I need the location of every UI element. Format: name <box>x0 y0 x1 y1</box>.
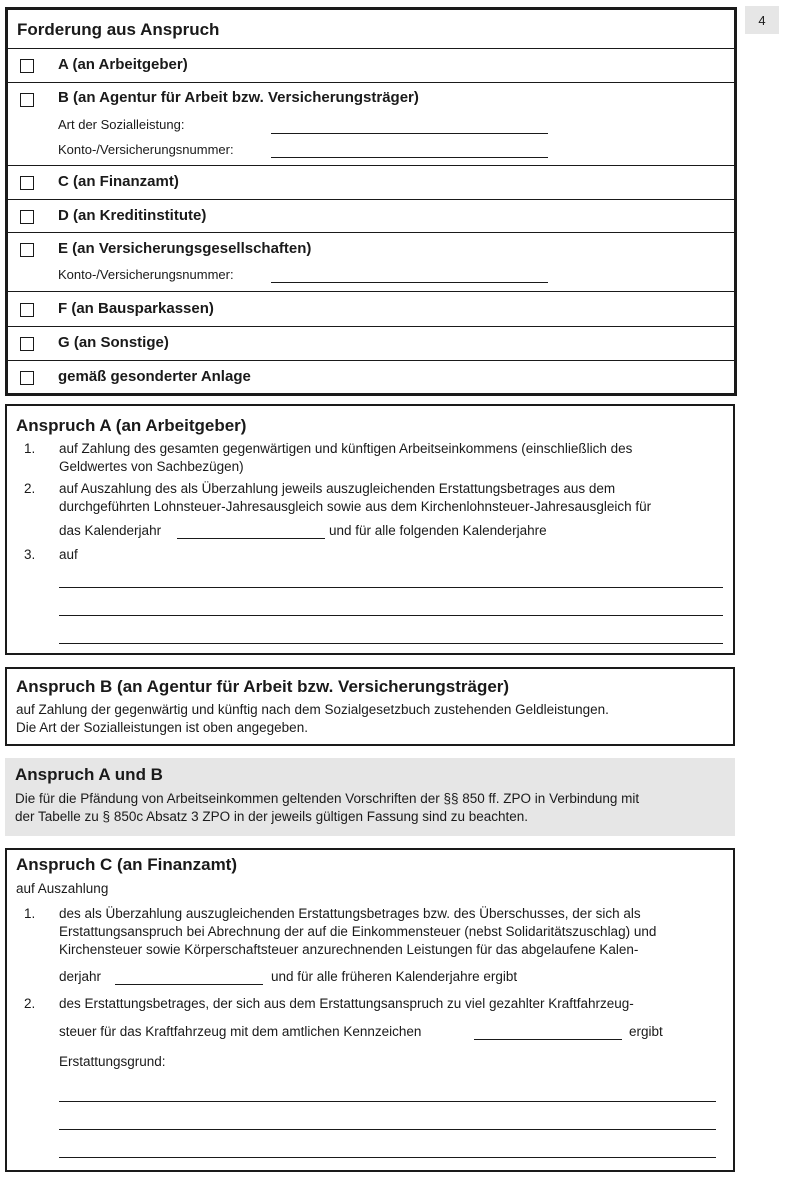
checkbox-f[interactable] <box>20 303 34 317</box>
erstattungsgrund-label: Erstattungsgrund: <box>59 1054 166 1069</box>
anspruch-ab-section <box>5 758 735 836</box>
c-text-2b: steuer für das Kraftfahrzeug mit dem amtlichen Kennzeichen <box>59 1024 422 1039</box>
grund-line-3[interactable] <box>59 1157 716 1158</box>
forderung-box <box>5 7 737 396</box>
anspruch-c-title: Anspruch C (an Finanzamt) <box>16 855 238 874</box>
grund-line-1[interactable] <box>59 1101 716 1102</box>
option-row-anlage <box>8 361 734 393</box>
option-row-d <box>8 200 734 233</box>
option-row-f <box>8 292 734 327</box>
a-text-1b: Geldwertes von Sachbezügen) <box>59 459 244 474</box>
option-label-d: D (an Kreditinstitute) <box>58 207 207 224</box>
a-text-2d: und für alle folgenden Kalenderjahre <box>329 523 547 538</box>
checkbox-a[interactable] <box>20 59 34 73</box>
b-konto-label: Konto-/Versicherungsnummer: <box>58 142 234 157</box>
a3-line-1[interactable] <box>59 587 723 588</box>
anspruch-b-title: Anspruch B (an Agentur für Arbeit bzw. Versicherungsträger) <box>16 677 510 696</box>
b-text-1: auf Zahlung der gegenwärtig und künftig nach dem Sozialgesetzbuch zustehenden Geldleistungen. <box>16 702 609 717</box>
kennzeichen-field[interactable] <box>474 1039 622 1040</box>
anspruch-c-section <box>5 848 735 1172</box>
b-art-field[interactable] <box>271 133 548 134</box>
a3-line-2[interactable] <box>59 615 723 616</box>
e-konto-field[interactable] <box>271 282 548 283</box>
anspruch-a-section <box>5 404 735 655</box>
option-row-e <box>8 233 734 292</box>
option-row-a <box>8 49 734 83</box>
option-label-anlage: gemäß gesonderter Anlage <box>58 368 251 385</box>
option-row-g <box>8 327 734 361</box>
c-text-2c: ergibt <box>629 1024 663 1039</box>
ab-text-1: Die für die Pfändung von Arbeitseinkommen geltenden Vorschriften der §§ 850 ff. ZPO in Verbindung mit <box>15 791 640 806</box>
item-number: 3. <box>24 547 36 562</box>
grund-line-2[interactable] <box>59 1129 716 1130</box>
option-label-b: B (an Agentur für Arbeit bzw. Versicherungsträger) <box>58 89 419 106</box>
item-number: 2. <box>24 481 36 496</box>
item-number: 1. <box>24 441 36 456</box>
option-label-f: F (an Bausparkassen) <box>58 300 214 317</box>
anspruch-a-title: Anspruch A (an Arbeitgeber) <box>16 416 247 435</box>
c-text-1b: Erstattungsanspruch bei Abrechnung der auf die Einkommensteuer (nebst Solidaritätszuschlag) und <box>59 924 657 939</box>
checkbox-g[interactable] <box>20 337 34 351</box>
b-text-2: Die Art der Sozialleistungen ist oben angegeben. <box>16 720 308 735</box>
e-konto-label: Konto-/Versicherungsnummer: <box>58 267 234 282</box>
a-text-2c: das Kalenderjahr <box>59 523 162 538</box>
anspruch-b-section <box>5 667 735 746</box>
option-row-b <box>8 83 734 166</box>
c-text-1d: derjahr <box>59 969 102 984</box>
option-label-e: E (an Versicherungsgesellschaften) <box>58 240 312 257</box>
forderung-title: Forderung aus Anspruch <box>8 10 734 49</box>
kalenderjahr-field[interactable] <box>177 538 325 539</box>
option-label-g: G (an Sonstige) <box>58 334 169 351</box>
checkbox-c[interactable] <box>20 176 34 190</box>
checkbox-d[interactable] <box>20 210 34 224</box>
page-number: 4 <box>745 6 779 34</box>
option-label-c: C (an Finanzamt) <box>58 173 179 190</box>
c-text-2a: des Erstattungsbetrages, der sich aus dem Erstattungsanspruch zu viel gezahlter Kraftfahrzeug- <box>59 996 634 1011</box>
a-text-2b: durchgeführten Lohnsteuer-Jahresausgleich sowie aus dem Kirchenlohnsteuer-Jahresausgleich für <box>59 499 652 514</box>
option-label-a: A (an Arbeitgeber) <box>58 56 188 73</box>
item-number: 1. <box>24 906 36 921</box>
item-number: 2. <box>24 996 36 1011</box>
option-row-c <box>8 166 734 200</box>
checkbox-b[interactable] <box>20 93 34 107</box>
anspruch-ab-title: Anspruch A und B <box>15 765 163 784</box>
c-intro: auf Auszahlung <box>16 881 109 896</box>
b-art-label: Art der Sozialleistung: <box>58 117 185 132</box>
a3-line-3[interactable] <box>59 643 723 644</box>
checkbox-e[interactable] <box>20 243 34 257</box>
c-text-1a: des als Überzahlung auszugleichenden Erstattungsbetrages bzw. des Überschusses, der sich als <box>59 906 641 921</box>
kalenderjahr-c-field[interactable] <box>115 984 263 985</box>
a-text-1a: auf Zahlung des gesamten gegenwärtigen und künftigen Arbeitseinkommens (einschließlich des <box>59 441 633 456</box>
checkbox-anlage[interactable] <box>20 371 34 385</box>
a-text-3: auf <box>59 547 78 562</box>
ab-text-2: der Tabelle zu § 850c Absatz 3 ZPO in der jeweils gültigen Fassung sind zu beachten. <box>15 809 529 824</box>
c-text-1e: und für alle früheren Kalenderjahre ergibt <box>271 969 518 984</box>
b-konto-field[interactable] <box>271 157 548 158</box>
c-text-1c: Kirchensteuer sowie Körperschaftsteuer anzurechnenden Leistungen für das abgelaufene Kalen- <box>59 942 639 957</box>
a-text-2a: auf Auszahlung des als Überzahlung jeweils auszugleichenden Erstattungsbetrages aus dem <box>59 481 616 496</box>
